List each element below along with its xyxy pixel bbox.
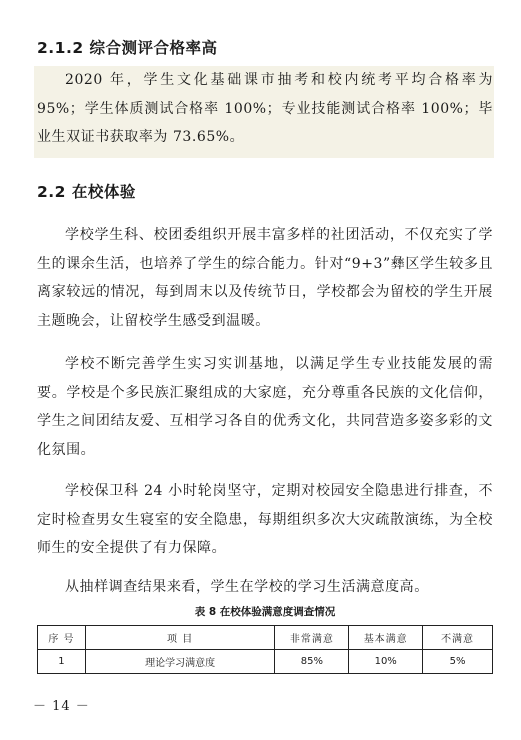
body-paragraph-culture: 学校不断完善学生实习实训基地，以满足学生专业技能发展的需要。学校是个多民族汇聚组成的大家庭，充分尊重各民族的文化信仰，学生之间团结友爱、互相学习各自的优秀文化，共同营造多姿多彩的文化氛围。 [37, 356, 493, 458]
header-serial-number: 序 号 [38, 626, 86, 650]
body-paragraph-survey: 从抽样调查结果来看，学生在学校的学习生活满意度高。 [65, 579, 429, 595]
table-header-row [38, 626, 493, 650]
table-cell: 5% [423, 650, 493, 674]
table-cell: 理论学习满意度 [85, 650, 275, 674]
satisfaction-table [37, 625, 493, 674]
table-caption: 表 8 在校体验满意度调查情况 [194, 606, 336, 618]
header-dissatisfied: 不满意 [423, 626, 493, 650]
header-basically-satisfied: 基本满意 [349, 626, 423, 650]
section-heading-comprehensive-pass-rate: 2.1.2 综合测评合格率高 [37, 39, 218, 57]
table-row [38, 650, 493, 674]
page-number: － 14 － [33, 699, 90, 714]
header-item: 项 目 [85, 626, 275, 650]
table-cell: 1 [38, 650, 86, 674]
header-very-satisfied: 非常满意 [275, 626, 349, 650]
table-cell: 10% [349, 650, 423, 674]
section-heading-school-experience: 2.2 在校体验 [37, 183, 136, 201]
body-paragraph-clubs: 学校学生科、校团委组织开展丰富多样的社团活动，不仅充实了学生的课余生活，也培养了学生的综合能力。针对“9+3”彝区学生较多且离家较远的情况，每到周末以及传统节日，学校都会为留校的学生开展主题晚会，让留校学生感受到温暖。 [37, 227, 493, 329]
pass-rate-paragraph: 2020 年，学生文化基础课市抽考和校内统考平均合格率为 95%；学生体质测试合格率 100%；专业技能测试合格率 100%；毕业生双证书获取率为 73.65%。 [37, 72, 493, 145]
table-cell: 85% [275, 650, 349, 674]
body-paragraph-security: 学校保卫科 24 小时轮岗坚守，定期对校园安全隐患进行排查，不定时检查男女生寝室的安全隐患，每期组织多次大灾疏散演练，为全校师生的安全提供了有力保障。 [37, 483, 493, 556]
